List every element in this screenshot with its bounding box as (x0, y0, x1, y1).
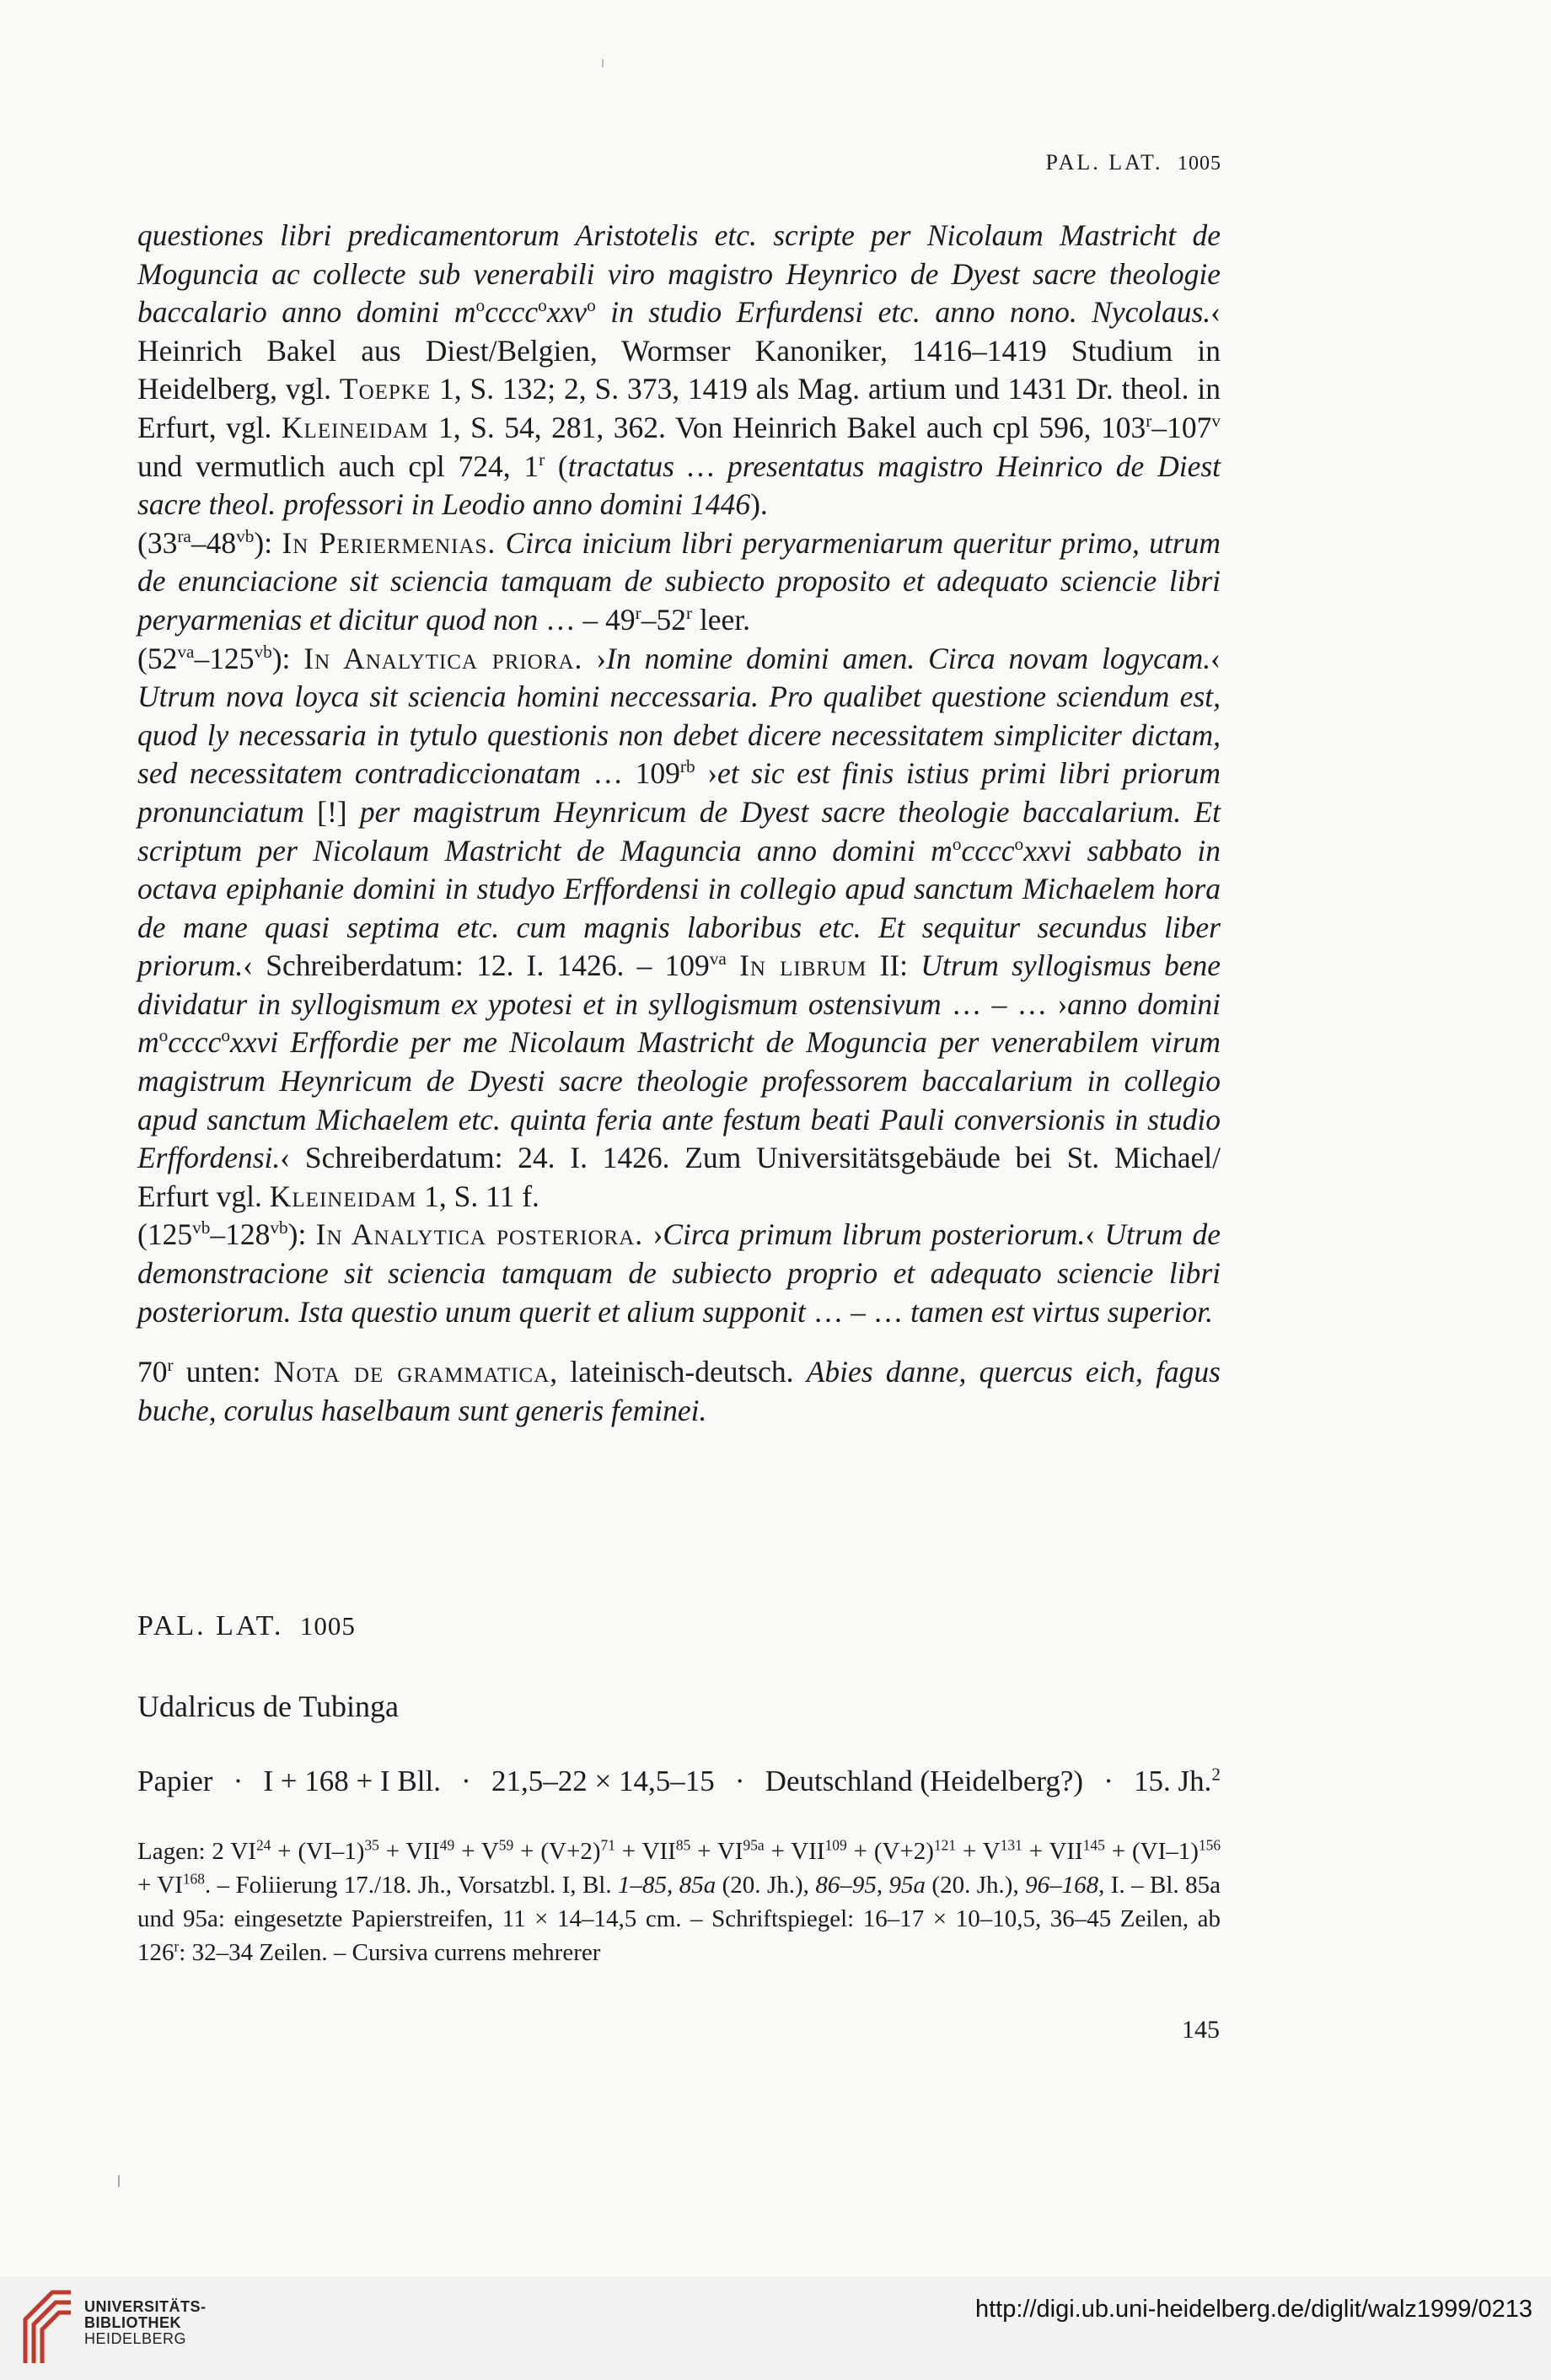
small-caps-run: In Analytica priora. (303, 641, 583, 675)
meta-date: 15. Jh. (1134, 1765, 1212, 1797)
italic-run: 1–85, 85a (618, 1872, 716, 1899)
text-run: ‹ (1210, 641, 1221, 675)
text-run: leer. (692, 602, 751, 637)
small-caps-run: Kleineidam (269, 1179, 417, 1213)
text-run: … 109 (581, 756, 680, 791)
superscript: 71 (600, 1836, 615, 1854)
italic-run: tractatus … presentatus magistro Heinrico de Diest sacre theol. professori in Leodio anno domini 1446 (137, 449, 1221, 522)
italic-run: xxvi Erffordie per me Nicolaum Mastricht de Moguncia per venerabilem virum magistrum Heynricum de Dyesti sacre theologie professorem baccalarium in collegio apud sanctum Michaelem etc. quinta feria ante festum beati Pauli conversionis in studio Erffordensi. (137, 1025, 1221, 1175)
italic-run: et sic est finis istius primi libri priorum pronunciatum (137, 756, 1221, 829)
text-run: 70 (137, 1355, 168, 1389)
text-run: –48 (191, 525, 237, 560)
scan-mark (602, 59, 604, 67)
text-run: … – … › (941, 986, 1068, 1021)
italic-run: anno domini m (137, 986, 1221, 1060)
superscript: r (685, 603, 693, 624)
text-run: + VII (378, 1838, 440, 1865)
text-run: –125 (194, 641, 255, 675)
text-run: ‹ Schreiberdatum: 24. I. 1426. Zum Universitätsgebäude bei St. Michael/ Erfurt vgl. (137, 1141, 1221, 1213)
text-run: ): (287, 1217, 316, 1252)
superscript: 85 (675, 1836, 691, 1854)
superscript: o (475, 295, 486, 316)
text-run: + V (956, 1838, 1001, 1865)
paragraph-4 (137, 1216, 1221, 1331)
paragraph-2 (137, 524, 1221, 640)
entry-title (137, 1610, 356, 1642)
superscript: 168 (182, 1870, 205, 1888)
text-run: –52 (641, 602, 686, 637)
italic-run: 86–95, 95a (815, 1872, 926, 1899)
lagen-text (137, 1835, 1221, 1969)
italic-run: Utrum nova loyca sit sciencia homini neccessaria. Pro qualibet questione sciendum est, quod ly necessaria in tytulo questionis non debet dicere necessitatem simpliciter dictam, sed necessitatem contradiccionatam (137, 680, 1221, 791)
meta-date-wrap (1134, 1765, 1221, 1798)
text-run: + (VI–1) (271, 1838, 365, 1865)
paragraph-5 (137, 1353, 1221, 1430)
library-name (84, 2299, 207, 2347)
text-run: 1, S. 11 f. (416, 1179, 539, 1213)
paragraph-3 (137, 640, 1221, 1217)
italic-run: in studio Erfurdensi etc. anno nono. Nycolaus. (595, 295, 1211, 330)
text-run: ): (254, 525, 282, 560)
superscript: vb (254, 641, 272, 662)
text-run: + V (454, 1838, 499, 1865)
superscript: rb (679, 756, 695, 777)
text-run: ( (545, 449, 568, 483)
running-head (1046, 150, 1221, 175)
superscript: 49 (439, 1836, 455, 1854)
text-run: , lateinisch-deutsch. (550, 1355, 807, 1389)
superscript: 35 (364, 1836, 379, 1854)
text-run (496, 526, 505, 560)
superscript: 131 (1000, 1836, 1022, 1854)
superscript: 156 (1198, 1836, 1221, 1854)
text-run: und vermutlich auch cpl 724, 1 (137, 449, 539, 483)
superscript: v (1211, 411, 1221, 432)
italic-run: cccc (961, 833, 1015, 868)
entry-number: 1005 (299, 1611, 356, 1641)
superscript: va (177, 641, 195, 662)
italic-run: xxvi sabbato in octava epiphanie domini in studyo Erffordensi in collegio apud sanctum Michaelem hora de mane quasi septima etc. cum magnis laboribus etc. Et sequitur secundus liber priorum. (137, 833, 1221, 983)
superscript: r (1146, 411, 1152, 432)
italic-run: Abies danne, quercus eich, fagus buche, corulus haselbaum sunt generis feminei. (137, 1355, 1221, 1427)
superscript: vb (270, 1217, 288, 1238)
meta-size: 21,5–22 × 14,5–15 (491, 1765, 715, 1797)
italic-run: cccc (168, 1025, 222, 1060)
italic-run: per magistrum Heynricum de Dyest sacre theologie baccalarium. Et scriptum per Nicolaum Mastricht de Maguncia anno domini m (137, 794, 1221, 868)
text-run: + (V+2) (513, 1838, 601, 1865)
text-run: ). (750, 487, 768, 522)
meta-separator: · (734, 1765, 745, 1797)
superscript: o (1014, 833, 1024, 854)
text-run: ): (271, 641, 304, 675)
superscript: vb (236, 525, 255, 546)
text-run: + VI (690, 1838, 743, 1865)
text-run: (20. Jh.), (926, 1872, 1026, 1899)
entry-meta (137, 1765, 1221, 1798)
superscript: r (174, 1937, 180, 1955)
small-caps-run: In Analytica posteriora. (315, 1217, 644, 1252)
text-run: ‹ (1085, 1217, 1105, 1252)
small-caps-run: In librum (739, 948, 867, 983)
text-run: (33 (137, 525, 178, 560)
italic-run: 96–168 (1025, 1872, 1099, 1899)
text-run: Lagen: 2 VI (137, 1838, 256, 1865)
text-run: + VII (1022, 1838, 1083, 1865)
text-run: II: (867, 948, 921, 983)
library-line-2: BIBLIOTHEK (84, 2314, 181, 2331)
superscript: r (539, 449, 545, 470)
small-caps-run: In Periermenias. (282, 525, 496, 560)
superscript: r (167, 1355, 174, 1376)
superscript: ra (177, 525, 191, 546)
small-caps-run: Kleineidam (281, 410, 429, 444)
superscript: 24 (255, 1836, 271, 1854)
text-run: › (695, 756, 718, 791)
superscript: o (221, 1025, 230, 1046)
library-logo-icon (19, 2286, 78, 2370)
text-run: ‹ Heinrich Bakel aus Diest/Belgien, Wormser Kanoniker, 1416–1419 Studium in Heidelberg, vgl. (137, 295, 1221, 406)
superscript: 95a (743, 1836, 765, 1854)
text-run: . – Foliierung 17./18. Jh., Vorsatzbl. I, Bl. (204, 1872, 619, 1899)
text-run: –107 (1151, 410, 1212, 444)
source-url-link[interactable]: http://digi.ub.uni-heidelberg.de/diglit/walz1999/0213 (974, 2296, 1532, 2323)
text-run: unten: (173, 1355, 274, 1389)
superscript: va (709, 948, 727, 970)
text-run: : 32–34 Zeilen. – Cursiva currens mehrerer (179, 1939, 601, 1966)
paragraph-1 (137, 217, 1221, 524)
page-number: 145 (1182, 2016, 1220, 2044)
meta-material: Papier (137, 1765, 213, 1797)
text-run: + VII (764, 1838, 825, 1865)
italic-run: Circa inicium libri peryarmeniarum queritur primo, utrum de enunciacione sit sciencia tamquam de subiecto proposito et adequato sciencie libri peryarmenias et dicitur quod non (137, 525, 1221, 637)
italic-run: Utrum de demonstracione sit sciencia tamquam de subiecto proprio et adequato sciencie libri posteriorum. Ista questio unum querit et alium supponit (137, 1217, 1221, 1329)
text-run: › (582, 641, 607, 675)
text-run: 1, S. 54, 281, 362. Von Heinrich Bakel auch cpl 596, 103 (428, 410, 1146, 444)
entry-author: Udalricus de Tubinga (137, 1690, 399, 1723)
text-run: + (VI–1) (1104, 1838, 1199, 1865)
text-run: [!] (303, 794, 360, 829)
text-run: + (V+2) (846, 1838, 934, 1865)
meta-origin: Deutschland (Heidelberg?) (765, 1765, 1084, 1797)
text-run: ‹ Schreiberdatum: 12. I. 1426. – 109 (243, 948, 710, 983)
scan-mark (118, 2175, 120, 2187)
superscript: vb (192, 1217, 211, 1238)
text-run: , I. – Bl. 85a und 95a: eingesetzte Papierstreifen, 11 × 14–14,5 cm. – Schriftspiegel: 16–17 × 10–10,5, 36–45 Zeilen, ab 126 (137, 1872, 1221, 1966)
footer-bar (0, 2276, 1551, 2380)
superscript: 121 (933, 1836, 957, 1854)
text-run: › (643, 1217, 663, 1252)
text-run: –128 (210, 1217, 271, 1252)
italic-run: questiones libri predicamentorum Aristotelis etc. scripte per Nicolaum Mastricht de Moguncia ac collecte sub venerabili viro magistro Heynrico de Dyest sacre theologie baccalario anno domini m (137, 218, 1221, 330)
small-caps-run: Toepke (339, 372, 432, 406)
library-line-3: HEIDELBERG (84, 2330, 187, 2347)
running-title: PAL. LAT. (1045, 150, 1163, 175)
text-run: (20. Jh.), (716, 1872, 816, 1899)
superscript: o (538, 295, 547, 316)
small-caps-run: Nota de grammatica (273, 1355, 550, 1389)
text-run: … – 49 (538, 602, 636, 637)
running-number: 1005 (1178, 153, 1221, 175)
text-run: 1, S. 132; 2, S. 373, 1419 als Mag. artium und 1431 Dr. theol. in Erfurt, vgl. (137, 372, 1221, 444)
superscript: o (158, 1025, 169, 1046)
meta-separator: · (233, 1765, 244, 1797)
italic-run: Utrum syllogismus bene dividatur in syllogismum ex ypotesi et in syllogismum ostensivum (137, 948, 1221, 1021)
body-text (137, 217, 1221, 1430)
library-line-1: UNIVERSITÄTS- (84, 2298, 207, 2315)
italic-run: tamen est virtus superior. (910, 1294, 1214, 1329)
superscript: 109 (824, 1836, 847, 1854)
italic-run: Circa primum librum posteriorum. (663, 1217, 1086, 1252)
superscript: o (952, 833, 962, 854)
superscript: r (635, 603, 641, 624)
meta-separator: · (461, 1765, 471, 1797)
text-run: (125 (137, 1217, 193, 1252)
text-run (727, 948, 739, 982)
entry-title-label: PAL. LAT. (137, 1610, 284, 1641)
text-run: + VI (137, 1872, 183, 1899)
italic-run: xxv (546, 295, 588, 330)
meta-leaves: I + 168 + I Bll. (263, 1765, 441, 1797)
text-run: (52 (137, 641, 178, 675)
text-run: + VII (614, 1838, 676, 1865)
text-run: … – … (805, 1294, 911, 1329)
superscript: 59 (498, 1836, 514, 1854)
meta-separator: · (1103, 1765, 1114, 1797)
superscript: o (587, 295, 596, 316)
italic-run: In nomine domini amen. Circa novam logycam. (606, 641, 1211, 675)
superscript: 145 (1082, 1836, 1105, 1854)
meta-footnote-ref: 2 (1211, 1764, 1221, 1785)
italic-run: cccc (485, 295, 539, 330)
